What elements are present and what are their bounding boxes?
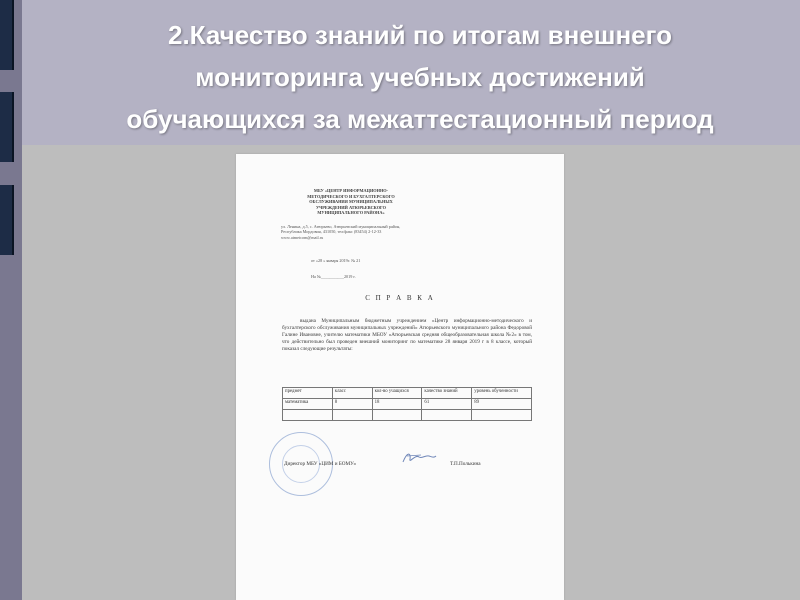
left-accent-bar [0, 0, 22, 600]
org-header: МБУ «ЦЕНТР ИНФОРМАЦИОННО- МЕТОДИЧЕСКОГО И БУХГАЛТЕРСКОГО ОБСЛУЖИВАНИЯ МУНИЦИПАЛЬНЫХ УЧРЕЖДЕНИЙ АТЮРЬЕВСКОГО МУНИЦИПАЛЬНОГО РАЙОНА» [307, 188, 395, 216]
table-cell: 61 [422, 399, 472, 410]
table-cell: 18 [372, 399, 422, 410]
table-header-cell: кол-во учащихся [372, 388, 422, 399]
table-cell: математика [283, 399, 333, 410]
table-header-cell: качество знаний [422, 388, 472, 399]
accent-tab [0, 0, 14, 70]
table-cell: 89 [472, 399, 532, 410]
table-row [283, 410, 532, 421]
doc-body-text: выдана Муниципальным бюджетным учреждением «Центр информационно-методического и бухгалтерского обслуживания муниципальных учреждений» Атюрьевского муниципального района Федоровой Галине Ивановне, учителю математики МБОУ «Атюрьевская средняя общеобразовательная школа №2» в том, что действительно был проведен внешний мониторинг по математике 28 января 2019 г в 8 классе, который показал следующие результаты: [282, 318, 532, 352]
title-line: обучающихся за межаттестационный период [126, 104, 714, 134]
title-line: 2.Качество знаний по итогам внешнего [168, 20, 672, 50]
signer-name: Т.П.Полькина [450, 461, 481, 467]
table-header-cell: уровень обученности [472, 388, 532, 399]
slide-title [40, 14, 800, 140]
org-address: ул. Ленина, д.5, с. Атюрьево, Атюрьевский муниципальный район, Республика Мордовия, 431050, тел/факс (83454) 2-12-33 www.atmetcom@mail.ru [281, 224, 401, 240]
doc-number-ref: На №___________2019 г. [311, 274, 356, 279]
table-header-row [283, 388, 532, 399]
handwritten-signature [401, 450, 437, 466]
doc-heading: С П Р А В К А [365, 294, 435, 302]
table-header-cell: класс [332, 388, 372, 399]
results-table [282, 387, 532, 421]
accent-tab [0, 185, 14, 255]
table-cell: 8 [332, 399, 372, 410]
signer-title: Директор МБУ «ЦИМ и БОМУ» [284, 461, 357, 467]
table-row [283, 399, 532, 410]
accent-tab [0, 92, 14, 162]
scanned-certificate [236, 154, 564, 600]
table-header-cell: предмет [283, 388, 333, 399]
doc-date-ref: от «28 » января 2019г. № 21 [311, 258, 361, 263]
title-line: мониторинга учебных достижений [195, 62, 645, 92]
